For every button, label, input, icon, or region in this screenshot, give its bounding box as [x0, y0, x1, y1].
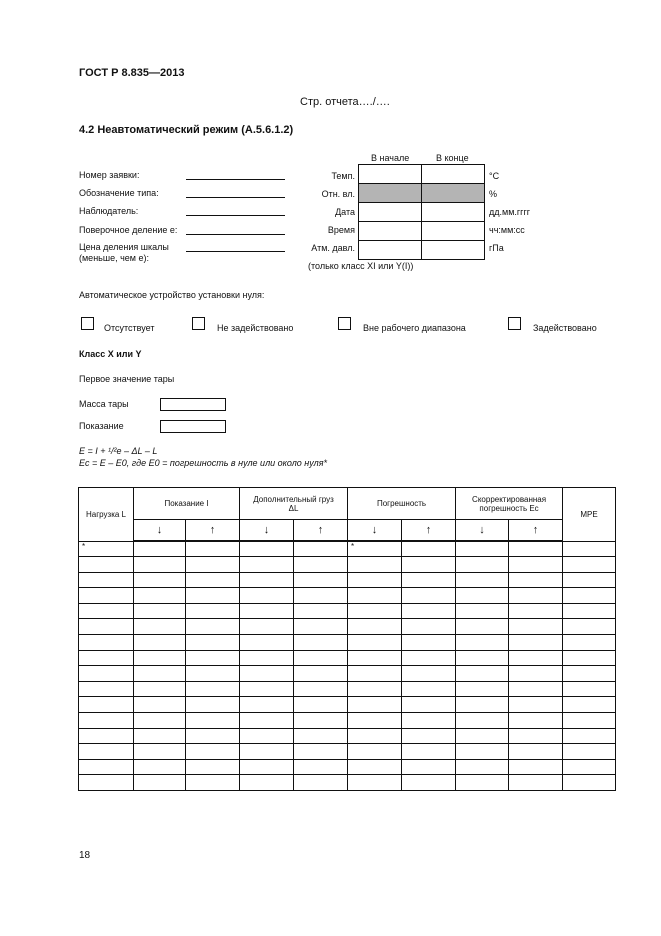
table-cell[interactable]: [456, 713, 509, 729]
table-cell[interactable]: [456, 635, 509, 651]
table-cell[interactable]: [509, 713, 563, 729]
table-cell[interactable]: [348, 635, 402, 651]
table-cell[interactable]: [294, 619, 348, 635]
document-standard-header: ГОСТ Р 8.835—2013: [79, 67, 185, 79]
header-corrected-line1: Скорректированная: [472, 494, 547, 504]
table-cell[interactable]: [402, 759, 456, 775]
table-cell[interactable]: [456, 572, 509, 588]
table-cell[interactable]: [348, 775, 402, 791]
env-col-end: В конце: [436, 153, 469, 163]
table-cell[interactable]: [294, 681, 348, 697]
table-cell[interactable]: [186, 603, 240, 619]
field-label-verification-division: Поверочное деление e:: [79, 225, 178, 235]
table-cell[interactable]: [134, 557, 186, 573]
table-row: [79, 666, 616, 682]
header-extra-weight-line1: Дополнительный груз: [253, 494, 334, 504]
table-cell[interactable]: [509, 681, 563, 697]
table-cell[interactable]: [186, 619, 240, 635]
table-cell[interactable]: [563, 666, 616, 682]
zero-mark-cell[interactable]: *: [348, 541, 402, 557]
table-cell[interactable]: [563, 572, 616, 588]
table-cell[interactable]: [240, 697, 294, 713]
table-cell[interactable]: [509, 759, 563, 775]
table-cell[interactable]: [456, 650, 509, 666]
table-cell[interactable]: [186, 728, 240, 744]
header-error: Погрешность: [348, 488, 456, 520]
formula-corrected-error: Ec = E – E0, где E0 = погрешность в нуле или около нуля*: [79, 458, 328, 468]
table-cell[interactable]: [402, 713, 456, 729]
option-absent-label: Отсутствует: [104, 323, 155, 333]
table-row: [79, 588, 616, 604]
env-cell-temp-start[interactable]: [359, 165, 422, 184]
table-cell[interactable]: [240, 635, 294, 651]
table-cell[interactable]: [79, 557, 134, 573]
env-cell-pressure-start[interactable]: [359, 241, 422, 260]
table-row: [79, 650, 616, 666]
table-cell[interactable]: [509, 588, 563, 604]
table-cell[interactable]: [348, 666, 402, 682]
table-cell[interactable]: [509, 603, 563, 619]
table-cell[interactable]: [79, 728, 134, 744]
table-cell[interactable]: [294, 759, 348, 775]
table-cell[interactable]: [134, 572, 186, 588]
checkbox-out-of-range[interactable]: [338, 317, 351, 330]
table-cell[interactable]: [294, 572, 348, 588]
table-cell[interactable]: [294, 588, 348, 604]
arrow-up-icon: ↑: [186, 520, 240, 542]
table-cell[interactable]: [456, 541, 509, 557]
table-cell[interactable]: [294, 697, 348, 713]
table-cell[interactable]: [348, 572, 402, 588]
table-cell[interactable]: [509, 666, 563, 682]
table-cell[interactable]: [348, 588, 402, 604]
table-cell[interactable]: [348, 713, 402, 729]
table-cell[interactable]: [134, 744, 186, 760]
option-out-of-range-label: Вне рабочего диапазона: [363, 323, 466, 333]
checkbox-engaged[interactable]: [508, 317, 521, 330]
table-cell[interactable]: [402, 681, 456, 697]
section-title: 4.2 Неавтоматический режим (А.5.6.1.2): [79, 124, 294, 136]
zero-mark-cell[interactable]: *: [79, 541, 134, 557]
table-cell[interactable]: [240, 759, 294, 775]
header-corrected-line2: погрешность Ec: [479, 503, 539, 513]
table-cell[interactable]: [456, 759, 509, 775]
table-cell[interactable]: [134, 697, 186, 713]
env-unit-pressure: гПа: [489, 243, 504, 253]
header-corrected-error: [456, 488, 563, 520]
tare-mass-label: Масса тары: [79, 399, 129, 409]
table-row: [79, 728, 616, 744]
table-cell[interactable]: [563, 728, 616, 744]
header-extra-weight: [240, 488, 348, 520]
table-cell[interactable]: [294, 650, 348, 666]
table-cell[interactable]: [509, 619, 563, 635]
table-cell[interactable]: [563, 775, 616, 791]
env-label-time: Время: [327, 225, 355, 235]
table-cell[interactable]: [294, 557, 348, 573]
table-cell[interactable]: [456, 697, 509, 713]
table-cell[interactable]: [240, 619, 294, 635]
table-cell[interactable]: [240, 603, 294, 619]
table-cell[interactable]: [186, 557, 240, 573]
table-row: [79, 775, 616, 791]
table-cell[interactable]: [509, 541, 563, 557]
table-cell[interactable]: [563, 759, 616, 775]
table-cell[interactable]: [240, 650, 294, 666]
table-cell[interactable]: [79, 572, 134, 588]
table-cell[interactable]: [186, 713, 240, 729]
environment-table: [358, 164, 485, 260]
table-cell[interactable]: [186, 650, 240, 666]
table-cell[interactable]: [294, 775, 348, 791]
option-not-engaged-label: Не задействовано: [217, 323, 294, 333]
field-label-scale-division-note: (меньше, чем e):: [79, 253, 149, 263]
table-cell[interactable]: [240, 572, 294, 588]
table-row: [79, 619, 616, 635]
table-cell[interactable]: [294, 728, 348, 744]
results-table: [78, 487, 616, 791]
table-cell[interactable]: [294, 541, 348, 557]
report-page-reference: Стр. отчета…./….: [300, 96, 390, 108]
arrow-down-icon: ↓: [348, 520, 402, 542]
env-cell-temp-end[interactable]: [422, 165, 485, 184]
table-cell[interactable]: [348, 697, 402, 713]
table-cell[interactable]: [134, 619, 186, 635]
results-table-body: [79, 541, 616, 791]
table-cell[interactable]: [402, 635, 456, 651]
table-cell[interactable]: [402, 619, 456, 635]
table-cell[interactable]: [509, 697, 563, 713]
table-cell[interactable]: [240, 744, 294, 760]
table-cell[interactable]: [294, 603, 348, 619]
table-cell[interactable]: [186, 681, 240, 697]
field-line-request-number[interactable]: [186, 179, 285, 180]
table-cell[interactable]: [79, 697, 134, 713]
table-cell[interactable]: [134, 681, 186, 697]
table-cell[interactable]: [79, 681, 134, 697]
env-label-humidity: Отн. вл.: [321, 189, 355, 199]
table-cell[interactable]: [456, 603, 509, 619]
arrow-up-icon: ↑: [509, 520, 563, 542]
table-cell[interactable]: [456, 681, 509, 697]
table-cell[interactable]: [134, 759, 186, 775]
env-note: (только класс XI или Y(I)): [308, 261, 414, 271]
table-cell[interactable]: [79, 713, 134, 729]
table-cell[interactable]: [294, 713, 348, 729]
table-cell[interactable]: [240, 681, 294, 697]
arrow-down-icon: ↓: [456, 520, 509, 542]
table-cell[interactable]: [402, 650, 456, 666]
field-label-observer: Наблюдатель:: [79, 206, 139, 216]
field-line-scale-division[interactable]: [186, 251, 285, 252]
table-cell[interactable]: [294, 635, 348, 651]
tare-first-value-label: Первое значение тары: [79, 374, 175, 384]
table-cell[interactable]: [563, 681, 616, 697]
table-cell[interactable]: [186, 744, 240, 760]
page-number: 18: [79, 850, 91, 861]
env-cell-pressure-end[interactable]: [422, 241, 485, 260]
table-cell[interactable]: [348, 681, 402, 697]
table-cell[interactable]: [456, 588, 509, 604]
table-cell[interactable]: [402, 572, 456, 588]
table-row: [79, 744, 616, 760]
table-row: [79, 635, 616, 651]
table-cell[interactable]: [563, 619, 616, 635]
env-col-start: В начале: [371, 153, 410, 163]
table-cell[interactable]: [186, 666, 240, 682]
field-label-type-designation: Обозначение типа:: [79, 188, 159, 198]
table-cell[interactable]: [134, 603, 186, 619]
table-cell[interactable]: [186, 588, 240, 604]
table-cell[interactable]: [186, 759, 240, 775]
table-cell[interactable]: [134, 635, 186, 651]
table-cell[interactable]: [509, 650, 563, 666]
table-row: [79, 713, 616, 729]
table-row: [79, 681, 616, 697]
table-cell[interactable]: [134, 775, 186, 791]
table-cell[interactable]: [402, 541, 456, 557]
table-cell[interactable]: [240, 557, 294, 573]
table-cell[interactable]: [563, 744, 616, 760]
table-cell[interactable]: [563, 697, 616, 713]
table-cell[interactable]: [509, 728, 563, 744]
table-cell[interactable]: [240, 666, 294, 682]
tare-reading-label: Показание: [79, 421, 124, 431]
table-cell[interactable]: [456, 775, 509, 791]
checkbox-not-engaged[interactable]: [192, 317, 205, 330]
env-cell-date-start[interactable]: [359, 203, 422, 222]
table-cell[interactable]: [240, 728, 294, 744]
table-cell[interactable]: [563, 603, 616, 619]
header-extra-weight-line2: ΔL: [288, 503, 299, 513]
table-cell[interactable]: [563, 557, 616, 573]
table-cell[interactable]: [456, 557, 509, 573]
table-cell[interactable]: [456, 619, 509, 635]
table-cell[interactable]: [563, 541, 616, 557]
table-cell[interactable]: [563, 713, 616, 729]
table-cell[interactable]: [563, 635, 616, 651]
env-unit-temp: °C: [489, 171, 500, 181]
env-unit-date: дд.мм.гггг: [489, 207, 531, 217]
table-cell[interactable]: [79, 635, 134, 651]
header-load: Нагрузка L: [79, 488, 134, 542]
table-cell[interactable]: [456, 666, 509, 682]
table-cell[interactable]: [240, 588, 294, 604]
table-row: [79, 557, 616, 573]
env-cell-time-start[interactable]: [359, 222, 422, 241]
header-mpe: MPE: [563, 488, 616, 542]
table-cell[interactable]: [402, 697, 456, 713]
table-cell[interactable]: [186, 572, 240, 588]
env-cell-humidity-start[interactable]: [359, 184, 422, 203]
table-cell[interactable]: [79, 619, 134, 635]
table-cell[interactable]: [79, 588, 134, 604]
table-cell[interactable]: [402, 588, 456, 604]
table-row: [79, 697, 616, 713]
table-cell[interactable]: [509, 744, 563, 760]
arrow-up-icon: ↑: [294, 520, 348, 542]
table-cell[interactable]: [348, 728, 402, 744]
table-cell[interactable]: [509, 572, 563, 588]
table-cell[interactable]: [186, 697, 240, 713]
table-cell[interactable]: [348, 650, 402, 666]
table-cell[interactable]: [348, 603, 402, 619]
table-cell[interactable]: [294, 744, 348, 760]
arrow-down-icon: ↓: [240, 520, 294, 542]
table-cell[interactable]: [134, 666, 186, 682]
table-cell[interactable]: [402, 557, 456, 573]
table-cell[interactable]: [402, 666, 456, 682]
table-cell[interactable]: [186, 635, 240, 651]
option-engaged-label: Задействовано: [533, 323, 597, 333]
class-label: Класс X или Y: [79, 349, 142, 359]
field-line-type-designation[interactable]: [186, 197, 285, 198]
tare-reading-input[interactable]: [160, 420, 226, 433]
table-cell[interactable]: [134, 588, 186, 604]
field-label-scale-division: Цена деления шкалы: [79, 242, 169, 252]
table-cell[interactable]: [79, 666, 134, 682]
table-cell[interactable]: [348, 744, 402, 760]
table-cell[interactable]: [509, 775, 563, 791]
table-cell[interactable]: [240, 775, 294, 791]
table-row: [79, 541, 616, 557]
field-label-request-number: Номер заявки:: [79, 170, 140, 180]
table-cell[interactable]: [402, 728, 456, 744]
header-reading: Показание I: [134, 488, 240, 520]
table-cell[interactable]: [402, 775, 456, 791]
table-cell[interactable]: [79, 650, 134, 666]
env-label-pressure: Атм. давл.: [311, 243, 355, 253]
field-line-observer[interactable]: [186, 215, 285, 216]
table-cell[interactable]: [509, 557, 563, 573]
table-cell[interactable]: [563, 650, 616, 666]
arrow-up-icon: ↑: [402, 520, 456, 542]
table-cell[interactable]: [509, 635, 563, 651]
table-cell[interactable]: [456, 728, 509, 744]
table-cell[interactable]: [79, 759, 134, 775]
env-cell-humidity-end[interactable]: [422, 184, 485, 203]
table-cell[interactable]: [348, 759, 402, 775]
table-cell[interactable]: [402, 744, 456, 760]
table-row: [79, 572, 616, 588]
checkbox-absent[interactable]: [81, 317, 94, 330]
env-cell-time-end[interactable]: [422, 222, 485, 241]
formula-error: E = I + ¹/²e – ΔL – L: [79, 446, 158, 456]
table-cell[interactable]: [186, 541, 240, 557]
table-cell[interactable]: [456, 744, 509, 760]
table-row: [79, 603, 616, 619]
table-cell[interactable]: [402, 603, 456, 619]
table-cell[interactable]: [563, 588, 616, 604]
table-cell[interactable]: [79, 744, 134, 760]
table-cell[interactable]: [134, 713, 186, 729]
field-line-verification-division[interactable]: [186, 234, 285, 235]
env-label-date: Дата: [335, 207, 355, 217]
table-cell[interactable]: [348, 619, 402, 635]
table-cell[interactable]: [240, 713, 294, 729]
table-cell[interactable]: [134, 650, 186, 666]
table-cell[interactable]: [186, 775, 240, 791]
table-cell[interactable]: [134, 728, 186, 744]
env-unit-time: чч:мм:сс: [489, 225, 525, 235]
env-cell-date-end[interactable]: [422, 203, 485, 222]
arrow-down-icon: ↓: [134, 520, 186, 542]
table-cell[interactable]: [348, 557, 402, 573]
zero-device-label: Автоматическое устройство установки нуля:: [79, 290, 265, 300]
table-cell[interactable]: [79, 603, 134, 619]
table-cell[interactable]: [79, 775, 134, 791]
table-cell[interactable]: [240, 541, 294, 557]
table-row: [79, 759, 616, 775]
tare-mass-input[interactable]: [160, 398, 226, 411]
table-cell[interactable]: [294, 666, 348, 682]
env-unit-humidity: %: [489, 189, 498, 199]
table-cell[interactable]: [134, 541, 186, 557]
env-label-temp: Темп.: [331, 171, 355, 181]
